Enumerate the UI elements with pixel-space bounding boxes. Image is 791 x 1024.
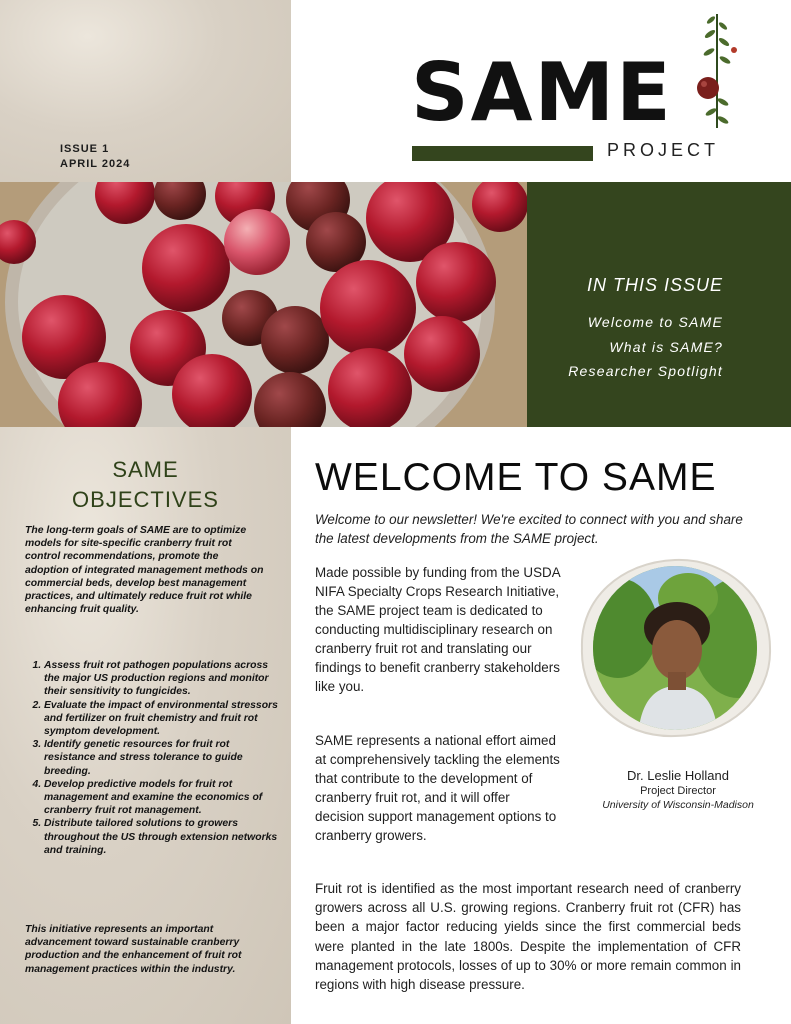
objectives-title-line2: OBJECTIVES xyxy=(72,487,219,512)
issue-item-what-is-same: What is SAME? xyxy=(609,338,723,355)
portrait-role: Project Director xyxy=(640,785,716,797)
portrait-name: Dr. Leslie Holland xyxy=(627,768,729,783)
cranberry-sprig-icon xyxy=(687,6,747,130)
welcome-paragraph-1: Made possible by funding from the USDA NIFA Specialty Crops Research Initiative, the SAME project team is dedicated to conducting multidisciplinary research on cranberry fruit rot and translating our findings to benefit cranberry stakeholders like you. xyxy=(315,565,560,694)
objective-item: 3. Identify genetic resources for fruit rot resistance and stress tolerance to guide breeding. xyxy=(44,738,282,778)
objectives-outro: This initiative represents an important advancement toward sustainable cranberry production and the enhancement of fruit rot management practices within the industry. xyxy=(25,924,242,975)
objectives-title-line1: SAME xyxy=(112,457,179,482)
issue-number: ISSUE 1 xyxy=(60,143,110,155)
objectives-intro: The long-term goals of SAME are to optimize models for site-specific cranberry fruit rot control recommendations, promote the adoption of integrated management methods on commercial beds, develop best management practices, and ultimately reduce fruit rot while enhancing fruit quality. xyxy=(25,525,264,616)
in-this-issue-heading: IN THIS ISSUE xyxy=(586,275,723,295)
issue-item-researcher-spotlight: Researcher Spotlight xyxy=(568,363,723,379)
issue-info xyxy=(60,142,130,172)
in-this-issue-list xyxy=(568,310,723,384)
objectives-title xyxy=(0,455,291,515)
portrait-photo xyxy=(578,558,772,738)
logo-bar xyxy=(412,146,593,161)
welcome-lead: Welcome to our newsletter! We're excited to connect with you and share the latest developments from the SAME project. xyxy=(315,512,743,546)
logo-subtitle: PROJECT xyxy=(607,140,720,160)
cranberries-photo xyxy=(0,182,527,427)
portrait-org: University of Wisconsin-Madison xyxy=(602,799,754,811)
sand-texture-panel xyxy=(0,0,291,182)
objective-item: 4. Develop predictive models for fruit rot management and examine the economics of cranberry fruit rot management. xyxy=(44,778,282,818)
logo-text: SAME xyxy=(411,46,673,139)
portrait-caption xyxy=(578,768,778,812)
objective-item: 5. Distribute tailored solutions to growers throughout the US through extension networks and training. xyxy=(44,817,282,857)
welcome-paragraph-3: Fruit rot is identified as the most important research need of cranberry growers across all U.S. growing regions. Cranberry fruit rot (CFR) has been a major factor reducing yields since the first commercial beds were planted in the late 1800s. Despite the implementation of CFR management protocols, losses of up to 30% or more remain common in regions with high disease pressure. xyxy=(315,881,741,993)
objective-item: 1. Assess fruit rot pathogen populations across the major US production regions and monitor their sensitivity to fungicides. xyxy=(44,659,282,699)
objectives-list xyxy=(28,659,282,857)
issue-date: APRIL 2024 xyxy=(60,158,131,170)
issue-item-welcome: Welcome to SAME xyxy=(587,314,723,330)
logo-block xyxy=(291,0,791,182)
welcome-paragraph-2: SAME represents a national effort aimed at comprehensively tackling the elements that contribute to the development of cranberry fruit rot, and it will offer decision support management options to cranberry growers. xyxy=(315,733,560,843)
objectives-sidebar xyxy=(0,427,291,1024)
page-title: WELCOME TO SAME xyxy=(315,456,717,499)
objective-item: 2. Evaluate the impact of environmental stressors and fertilizer on fruit chemistry and fruit rot symptom development. xyxy=(44,699,282,739)
in-this-issue-panel xyxy=(527,182,791,427)
